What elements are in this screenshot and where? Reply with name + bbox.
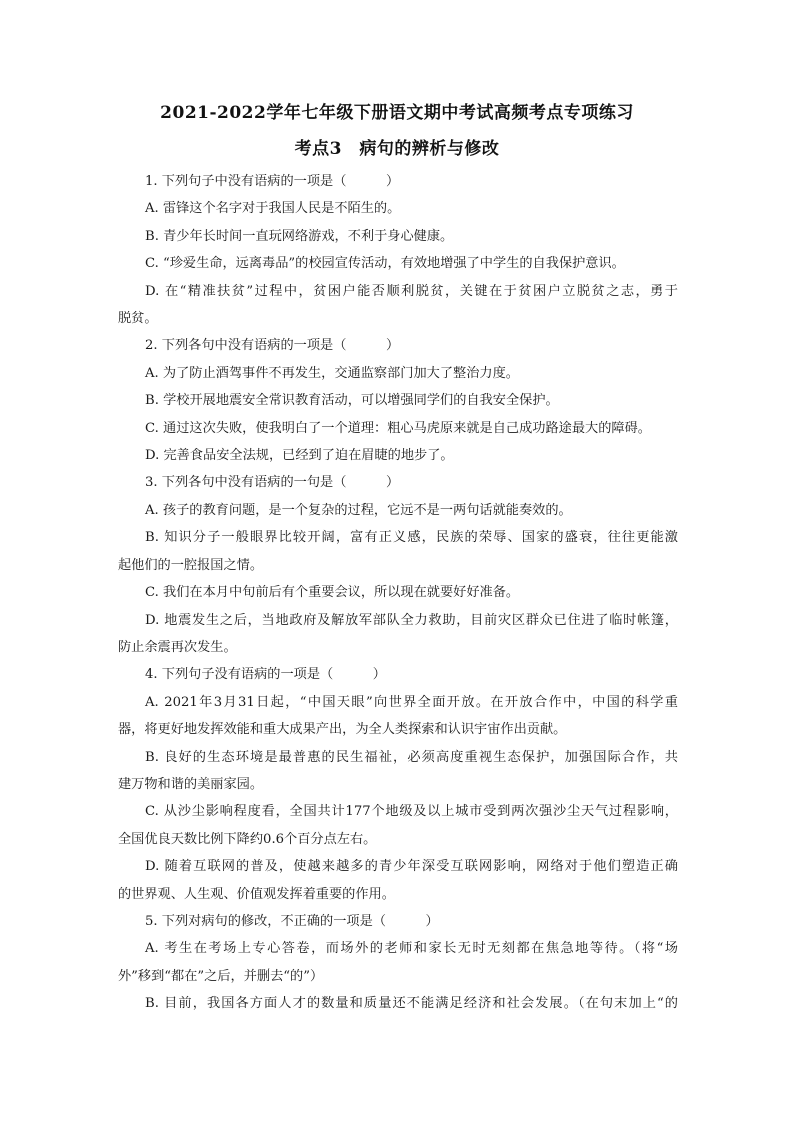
question-4-option-c-cont: 全国优良天数比例下降约0.6个百分点左右。 (118, 831, 377, 847)
question-4-option-b-cont: 建万物和谐的美丽家园。 (118, 776, 264, 792)
question-4-option-d: D. 随着互联网的普及，使越来越多的青少年深受互联网影响，网络对于他们塑造正确 (145, 859, 678, 875)
question-3-option-c: C. 我们在本月中旬前后有个重要会议，所以现在就要好好准备。 (145, 585, 520, 601)
question-5-option-a: A. 考生在考场上专心答卷，而场外的老师和家长无时无刻都在焦急地等待。（将“场 (145, 941, 678, 957)
question-2-option-b: B. 学校开展地震安全常识教育活动，可以增强同学们的自我安全保护。 (145, 393, 559, 409)
question-body (118, 168, 678, 1018)
question-5-option-a-cont: 外”移到“都在”之后，并删去“的”） (118, 968, 324, 984)
question-4-option-d-cont: 的世界观、人生观、价值观发挥着重要的作用。 (118, 886, 395, 902)
document-subtitle: 考点3 病句的辨析与修改 (294, 139, 500, 159)
question-1-option-d: D. 在“精准扶贫”过程中，贫困户能否顺利脱贫，关键在于贫困户立脱贫之志，勇于 (145, 283, 678, 299)
question-2-stem: 2. 下列各句中没有语病的一项是（ ） (145, 338, 400, 354)
question-4-option-b: B. 良好的生态环境是最普惠的民生福祉，必须高度重视生态保护，加强国际合作，共 (145, 749, 678, 765)
question-3-option-b: B. 知识分子一般眼界比较开阔，富有正义感，民族的荣辱、国家的盛衰，往往更能激 (145, 530, 678, 546)
question-3-option-b-cont: 起他们的一腔报国之情。 (118, 557, 264, 573)
question-1-option-b: B. 青少年长时间一直玩网络游戏，不利于身心健康。 (145, 228, 454, 244)
question-1-stem: 1. 下列句子中没有语病的一项是（ ） (145, 174, 400, 189)
question-5-option-b: B. 目前，我国各方面人才的数量和质量还不能满足经济和社会发展。（在句末加上“的 (145, 996, 678, 1012)
question-4-option-a: A. 2021年3月31日起，“中国天眼”向世界全面开放。在开放合作中，中国的科学重 (145, 694, 678, 710)
question-4-stem: 4. 下列句子没有语病的一项是（ ） (145, 667, 386, 683)
question-1-option-c: C. “珍爱生命，远离毒品”的校园宣传活动，有效地增强了中学生的自我保护意识。 (145, 256, 625, 272)
question-1-option-d-cont: 脱贫。 (118, 311, 158, 327)
question-2-option-a: A. 为了防止酒驾事件不再发生，交通监察部门加大了整治力度。 (145, 365, 519, 381)
question-5-stem: 5. 下列对病句的修改，不正确的一项是（ ） (145, 913, 439, 929)
question-3-option-a: A. 孩子的教育问题，是一个复杂的过程，它远不是一两句话就能奏效的。 (145, 502, 572, 518)
question-2-option-c: C. 通过这次失败，使我明白了一个道理：粗心马虎原来就是自己成功路途最大的障碍。 (145, 420, 651, 436)
question-4-option-a-cont: 器，将更好地发挥效能和重大成果产出，为全人类探索和认识宇宙作出贡献。 (118, 722, 567, 738)
document-title: 2021-2022学年七年级下册语文期中考试高频考点专项练习 (160, 103, 634, 123)
question-4-option-c: C. 从沙尘影响程度看，全国共计177个地级及以上城市受到两次强沙尘天气过程影响， (145, 804, 678, 820)
question-3-option-d-cont: 防止余震再次发生。 (118, 639, 237, 655)
question-1-option-a: A. 雷锋这个名字对于我国人民是不陌生的。 (145, 201, 401, 217)
question-2-option-d: D. 完善食品安全法规，已经到了迫在眉睫的地步了。 (145, 448, 454, 464)
question-3-option-d: D. 地震发生之后，当地政府及解放军部队全力救助，目前灾区群众已住进了临时帐篷， (145, 612, 678, 628)
question-3-stem: 3. 下列各句中没有语病的一句是（ ） (145, 475, 400, 491)
